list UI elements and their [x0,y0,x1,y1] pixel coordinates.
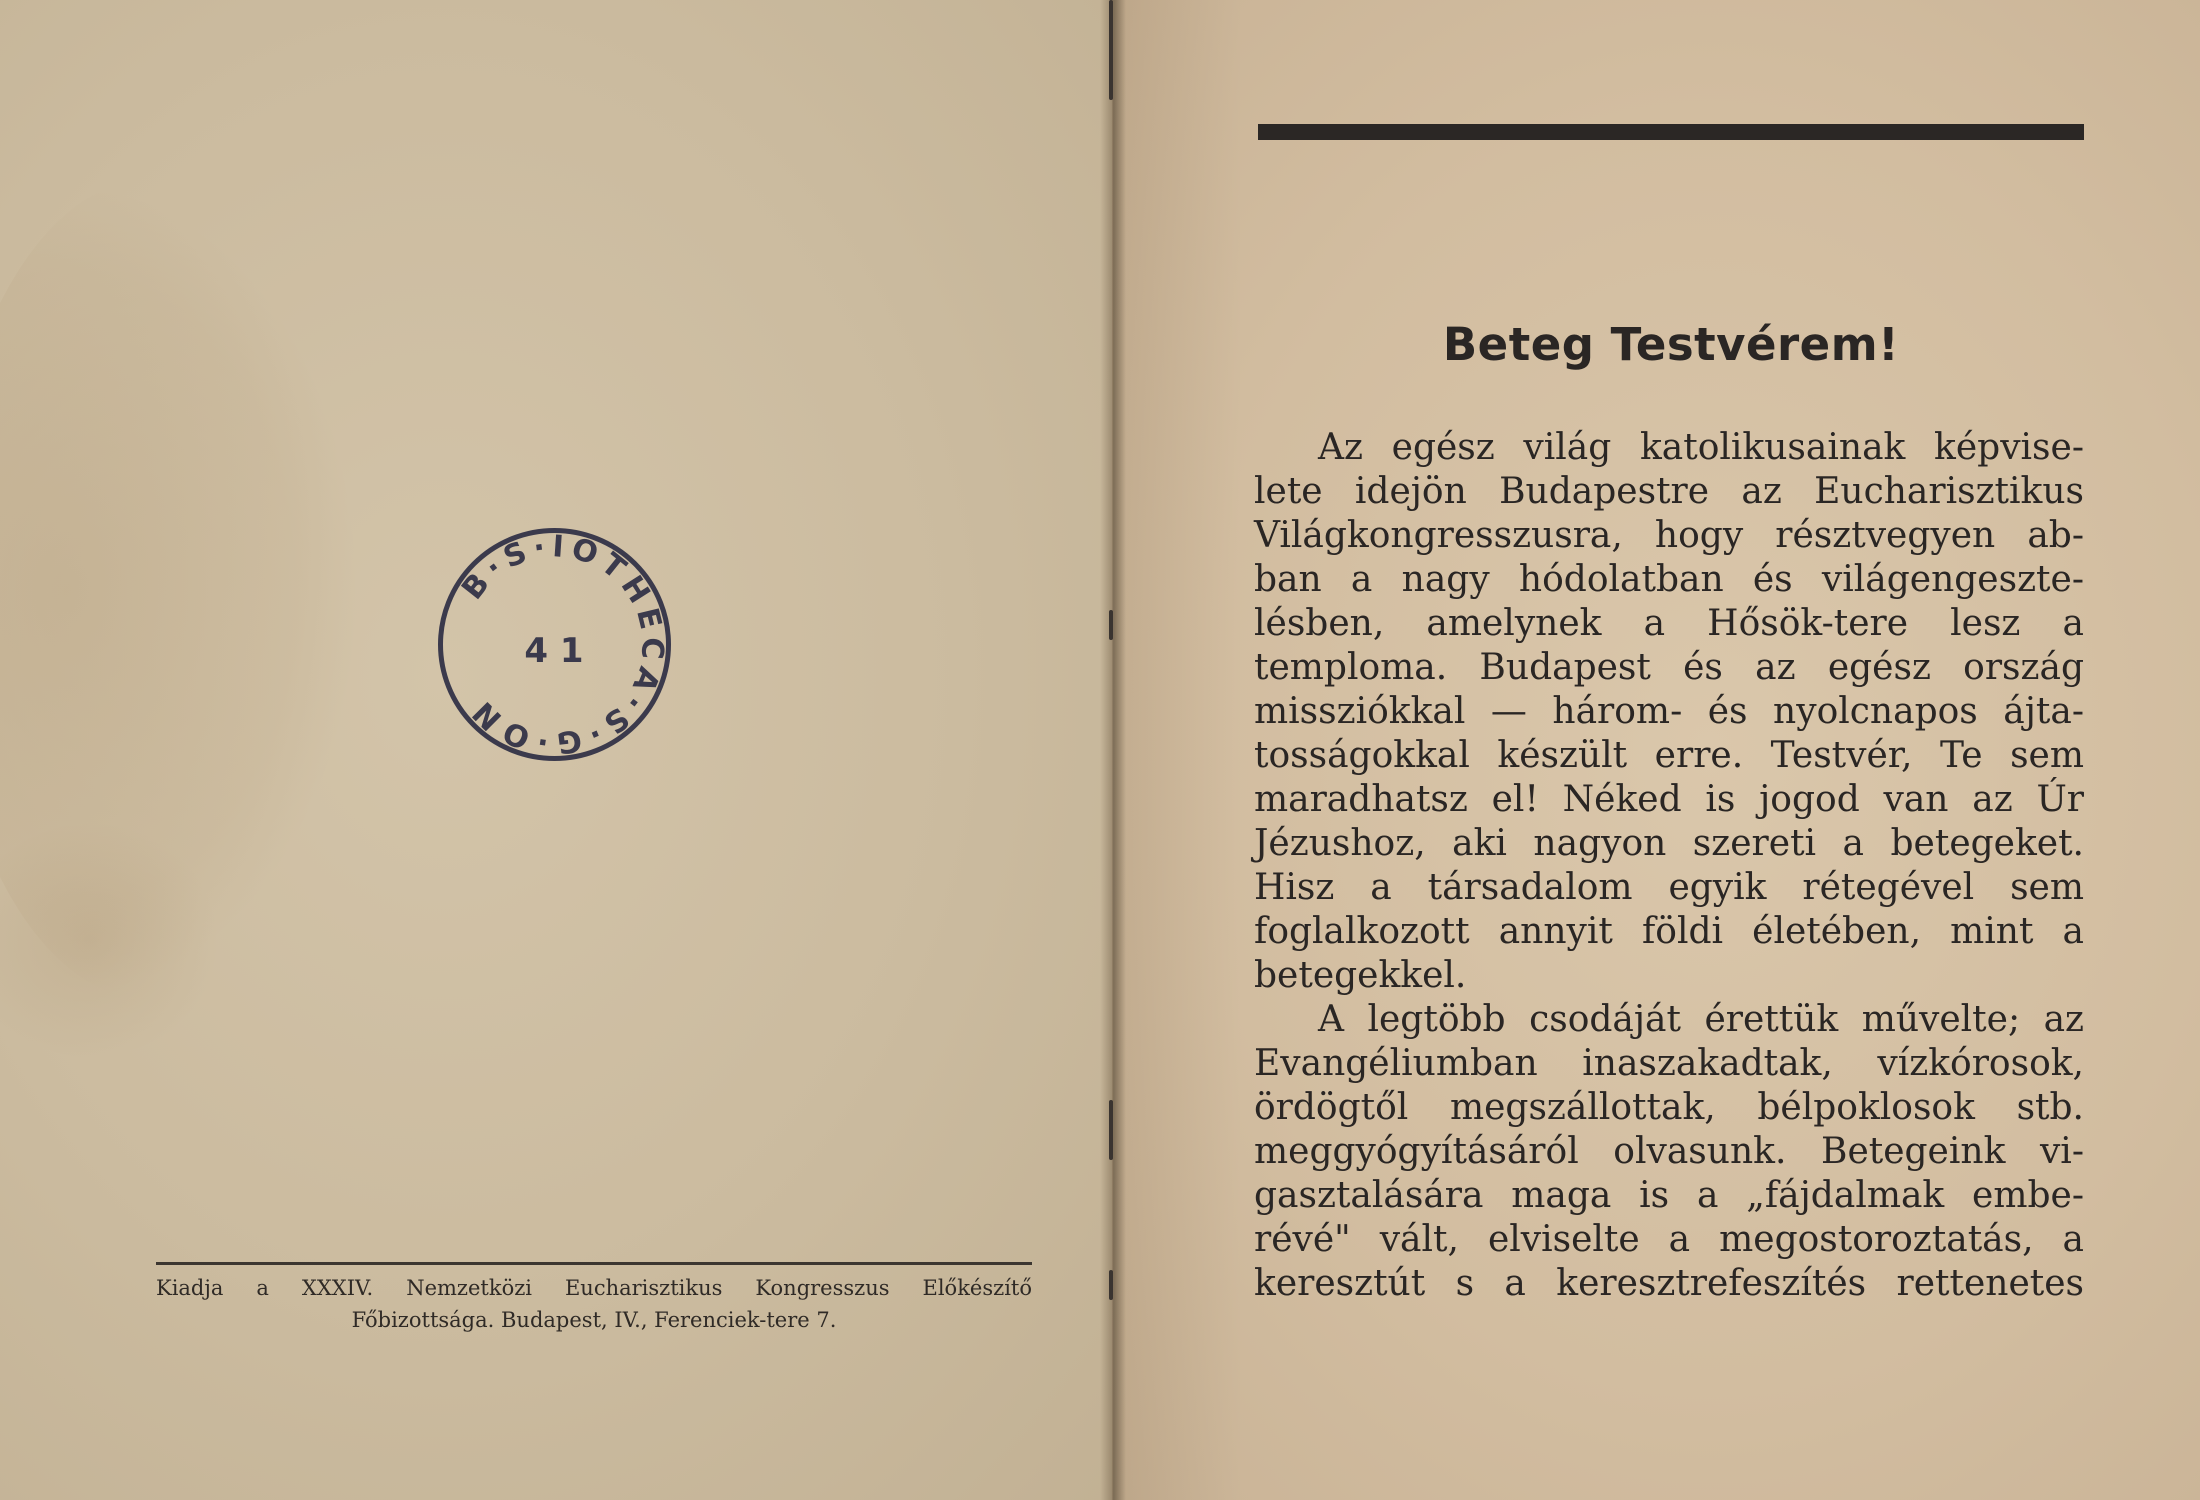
text-line: Jézushoz, aki nagyon szereti a betegeket. [1254,823,2084,864]
text-line: gasztalására maga is a „fájdalmak embe- [1254,1175,2084,1216]
header-rule [1258,124,2084,140]
library-stamp [432,522,677,767]
text-line: meggyógyításáról olvasunk. Betegeink vi- [1254,1131,2084,1172]
binding-mark [1109,610,1113,640]
imprint-line: Kiadja a XXXIV. Nemzetközi Eucharisztikus Kongresszus Előkészítő [156,1276,1032,1300]
text-line: foglalkozott annyit földi életében, mint a [1254,911,2084,952]
text-line: maradhatsz el! Néked is jogod van az Úr [1254,779,2084,820]
text-line: Az egész világ katolikusainak képvise- [1318,427,2084,468]
water-stain [0,820,220,1060]
imprint-rule [156,1262,1032,1265]
book-gutter [1100,0,1126,1500]
text-line: Hisz a társadalom egyik rétegével sem [1254,867,2084,908]
stamp-ring-text: B·S·IOTHECA·S·G·ON [455,529,671,761]
water-stain [0,180,360,1000]
text-line: Evangéliumban inaszakadtak, vízkórosok, [1254,1043,2084,1084]
imprint [156,1272,1032,1336]
binding-mark [1109,0,1113,100]
text-line: A legtöbb csodáját érettük művelte; az [1318,999,2084,1040]
text-line: tosságokkal készült erre. Testvér, Te sem [1254,735,2084,776]
stamp-center-text: 4 1 [524,631,584,671]
text-line: révé" vált, elviselte a megostoroztatás, a [1254,1219,2084,1260]
text-line: ördögtől megszállottak, bélpoklosok stb. [1254,1087,2084,1128]
text-line: ban a nagy hódolatban és világengeszte- [1254,559,2084,600]
text-line: keresztút s a keresztrefeszítés rettenetes [1254,1263,2084,1304]
text-line: lete idejön Budapestre az Eucharisztikus [1254,471,2084,512]
page-tone [1112,0,1242,1500]
binding-mark [1109,1270,1113,1300]
text-line: betegekkel. [1254,955,1467,996]
text-line: temploma. Budapest és az egész ország [1254,647,2084,688]
page-title: Beteg Testvérem! [1442,318,1900,371]
text-line: lésben, amelynek a Hősök-tere lesz a [1254,603,2084,644]
binding-mark [1109,1100,1113,1160]
imprint-line: Főbizottsága. Budapest, IV., Ferenciek-tere 7. [351,1308,837,1332]
body-text [1254,426,2084,1306]
text-line: Világkongresszusra, hogy résztvegyen ab- [1254,515,2084,556]
text-line: missziókkal — három- és nyolcnapos ájta- [1254,691,2084,732]
